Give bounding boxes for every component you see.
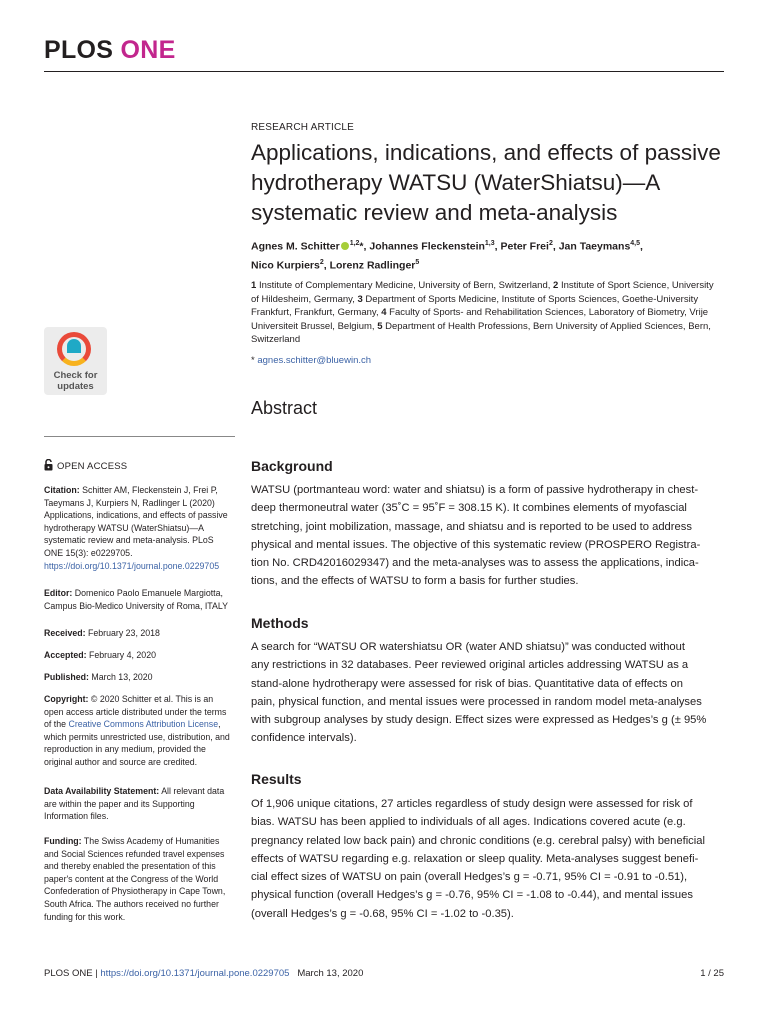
corresponding-marker: * (359, 240, 364, 253)
author-name[interactable]: Jan Taeymans (558, 240, 631, 253)
check-line-2: updates (57, 380, 94, 392)
author-affiliation-sup: 2 (319, 258, 324, 266)
results-paragraph (251, 795, 721, 923)
article-title: Applications, indications, and effects of passive hydrotherapy WATSU (WaterShiatsu)—A systematic review and meta-analysis (251, 140, 721, 225)
received-date (44, 627, 234, 640)
check-for-updates-label (44, 371, 107, 392)
accepted-date (44, 649, 234, 662)
affiliation-number: 3 (357, 293, 363, 305)
correspondence-email-link[interactable]: agnes.schitter@bluewin.ch (257, 355, 372, 366)
affiliation-text: Faculty of Sports- and Rehabilitation Sciences, Laboratory of Biometry, Vrije Universiteit Brussel, Belgium, (251, 307, 709, 332)
copyright-text-2: , which permits unrestricted use, distribution, and reproduction in any medium, provided the original author and source are credited. (44, 719, 230, 767)
published-label: Published: (44, 672, 89, 682)
text-line: any restrictions in 32 databases. Peer reviewed original articles addressing WATSU as a (251, 659, 689, 672)
affiliation-text: Department of Health Professions, Bern University of Applied Sciences, Bern, Switzerland (251, 320, 711, 345)
correspondence (251, 355, 721, 366)
funding-block (44, 835, 234, 923)
text-line: pregnancy related low back pain) and chronic conditions (e.g. cerebral palsy) with beneficial (251, 834, 705, 847)
data-availability-label: Data Availability Statement: (44, 786, 160, 796)
results-heading: Results (251, 771, 302, 787)
methods-paragraph (251, 638, 721, 748)
open-access-text: OPEN ACCESS (57, 461, 128, 472)
sidebar-divider (44, 436, 235, 437)
header-divider (44, 71, 724, 72)
author-name[interactable]: Peter Frei (500, 240, 549, 253)
text-line: deep thermoneutral water (35˚C = 95˚F = 308.15 K). It combines elements of myofascial (251, 502, 687, 515)
citation-block (44, 484, 234, 572)
text-line: stretching, joint mobilization, massage, and shiatsu and is reported to be used to address (251, 520, 692, 533)
published-text: March 13, 2020 (91, 672, 153, 682)
editor-label: Editor: (44, 588, 73, 598)
received-text: February 23, 2018 (88, 628, 160, 638)
affiliation-text: Department of Sports Medicine, Institute of Sports Sciences, Goethe-University Frankfurt, Frankfurt, Germany, (251, 293, 699, 318)
text-line: Of 1,906 unique citations, 27 articles regardless of study design were assessed for risk of (251, 798, 693, 810)
text-line: WATSU (portmanteau word: water and shiatsu) is a form of passive hydrotherapy in chest- (251, 484, 699, 496)
text-line: physical function (overall Hedges’s g = -0.76, 95% CI = -1.08 to -0.44), and mental issues (251, 889, 693, 902)
footer-doi-link[interactable]: https://doi.org/10.1371/journal.pone.0229705 (100, 968, 290, 979)
author-list: Agnes M. Schitter $^{1,2}$*, Johannes Fleckenstein$^{1,3}$, Peter Frei$^2$, Jan Taeymans$^{4,5}$, Nico Kurpiers$^2$, Lorenz Radlinger$^5$ (251, 240, 643, 271)
affiliations (251, 279, 721, 347)
data-availability-block (44, 785, 234, 823)
affiliation-number: 2 (553, 280, 559, 291)
citation-label: Citation: (44, 485, 80, 495)
journal-logo-one: ONE (120, 36, 176, 64)
open-access-label (44, 459, 234, 474)
funding-label: Funding: (44, 836, 82, 846)
accepted-text: February 4, 2020 (88, 650, 156, 660)
editor-block (44, 587, 234, 612)
journal-logo[interactable] (44, 36, 176, 65)
text-line: tions, and the effects of WATSU to form a basis for further studies. (251, 575, 579, 588)
text-line: bias. WATSU has been applied to individuals of all ages. Indications covered acute (e.g. (251, 816, 686, 829)
abstract-heading: Abstract (251, 398, 318, 418)
methods-heading: Methods (251, 615, 309, 631)
received-label: Received: (44, 628, 86, 638)
text-line: stand-alone hydrotherapy were assessed for risk of bias. Quantitative data of effects on (251, 677, 683, 690)
affiliation-number: 4 (381, 307, 387, 318)
published-date (44, 671, 234, 684)
footer-journal: PLOS ONE | (44, 968, 98, 979)
background-heading: Background (251, 458, 333, 474)
affiliation-number: 5 (377, 320, 383, 332)
author-affiliation-sup: 1,3 (484, 240, 495, 247)
accepted-label: Accepted: (44, 650, 87, 660)
author-name[interactable]: Lorenz Radlinger (329, 259, 416, 271)
affiliation-text: Institute of Sport Science, University of Hildesheim, Germany, (251, 280, 714, 305)
page-footer (44, 968, 363, 979)
author-affiliation-sup: 1,2 (349, 240, 360, 247)
journal-logo-plos: PLOS (44, 36, 114, 64)
text-line: tion No. CRD42016029347) and the meta-analyses was to assess the applications, indica- (251, 557, 699, 570)
article-type: RESEARCH ARTICLE (251, 122, 355, 133)
citation-doi-link[interactable]: https://doi.org/10.1371/journal.pone.0229705 (44, 560, 220, 571)
citation-text: Schitter AM, Fleckenstein J, Frei P, Taeymans J, Kurpiers N, Radlinger L (2020) Applications, indications, and effects of passive hydrotherapy WATSU (WaterShiatsu)—A systematic review and meta-analysis. PLoS ONE 15(3): e0229705. (44, 485, 228, 558)
orcid-icon[interactable] (341, 242, 349, 250)
background-paragraph (251, 481, 721, 591)
author-name[interactable]: Johannes Fleckenstein (369, 240, 485, 253)
author-name[interactable]: Agnes M. Schitter (251, 240, 340, 253)
text-line: A search for “WATSU OR watershiatsu OR (water AND shiatsu)” was conducted without (251, 641, 685, 653)
funding-text: The Swiss Academy of Humanities and Social Sciences refunded travel expenses and thereby enabled the presentation of this paper's content at the Congress of the World Confederation of Physiotherapy in Cape Town, South Africa. The authors received no further funding for this work. (44, 836, 226, 922)
data-availability-text: All relevant data are within the paper and its Supporting Information files. (44, 786, 225, 822)
check-line-1: Check for (53, 370, 98, 381)
text-line: confidence intervals). (251, 732, 357, 745)
update-bookmark-icon (67, 339, 81, 353)
editor-text: Domenico Paolo Emanuele Margiotta, Campus Bio-Medico University of Roma, ITALY (44, 588, 228, 611)
text-line: with subgroup analyses by study design. Effect sizes were expressed as Hedges’s g (± 95% (251, 714, 707, 727)
check-for-updates-badge[interactable] (44, 327, 107, 395)
copyright-text: © 2020 Schitter et al. This is an open access article distributed under the terms of the (44, 694, 227, 730)
author-name[interactable]: Nico Kurpiers (251, 259, 320, 271)
page-number: 1 / 25 (700, 968, 724, 979)
copyright-label: Copyright: (44, 694, 89, 704)
author-affiliation-sup: 5 (415, 258, 420, 266)
text-line: effects of WATSU regarding e.g. relaxation or sleep quality. Meta-analyses suggest benefi- (251, 852, 699, 865)
author-affiliation-sup: 2 (548, 240, 553, 247)
license-link[interactable]: Creative Commons Attribution License (68, 719, 219, 730)
text-line: (overall Hedges’s g = -0.68, 95% CI = -1.02 to -0.35). (251, 907, 514, 920)
open-lock-icon (44, 459, 53, 471)
affiliation-number: 1 (251, 280, 257, 291)
affiliation-text: Institute of Complementary Medicine, University of Bern, Switzerland, (258, 280, 551, 291)
text-line: physical and mental issues. The objective of this systematic review (PROSPERO Registra- (251, 538, 701, 551)
text-line: cial effect sizes of WATSU on pain (overall Hedges’s g = -0.71, 95% CI = -0.91 to -0.51), (251, 871, 688, 884)
text-line: pain, physical function, and mental issues were processed in random model meta-analyses (251, 695, 702, 708)
author-affiliation-sup: 4,5 (630, 240, 641, 247)
corresponding-marker: * (251, 355, 255, 366)
footer-date: March 13, 2020 (297, 968, 364, 979)
copyright-block (44, 693, 234, 769)
